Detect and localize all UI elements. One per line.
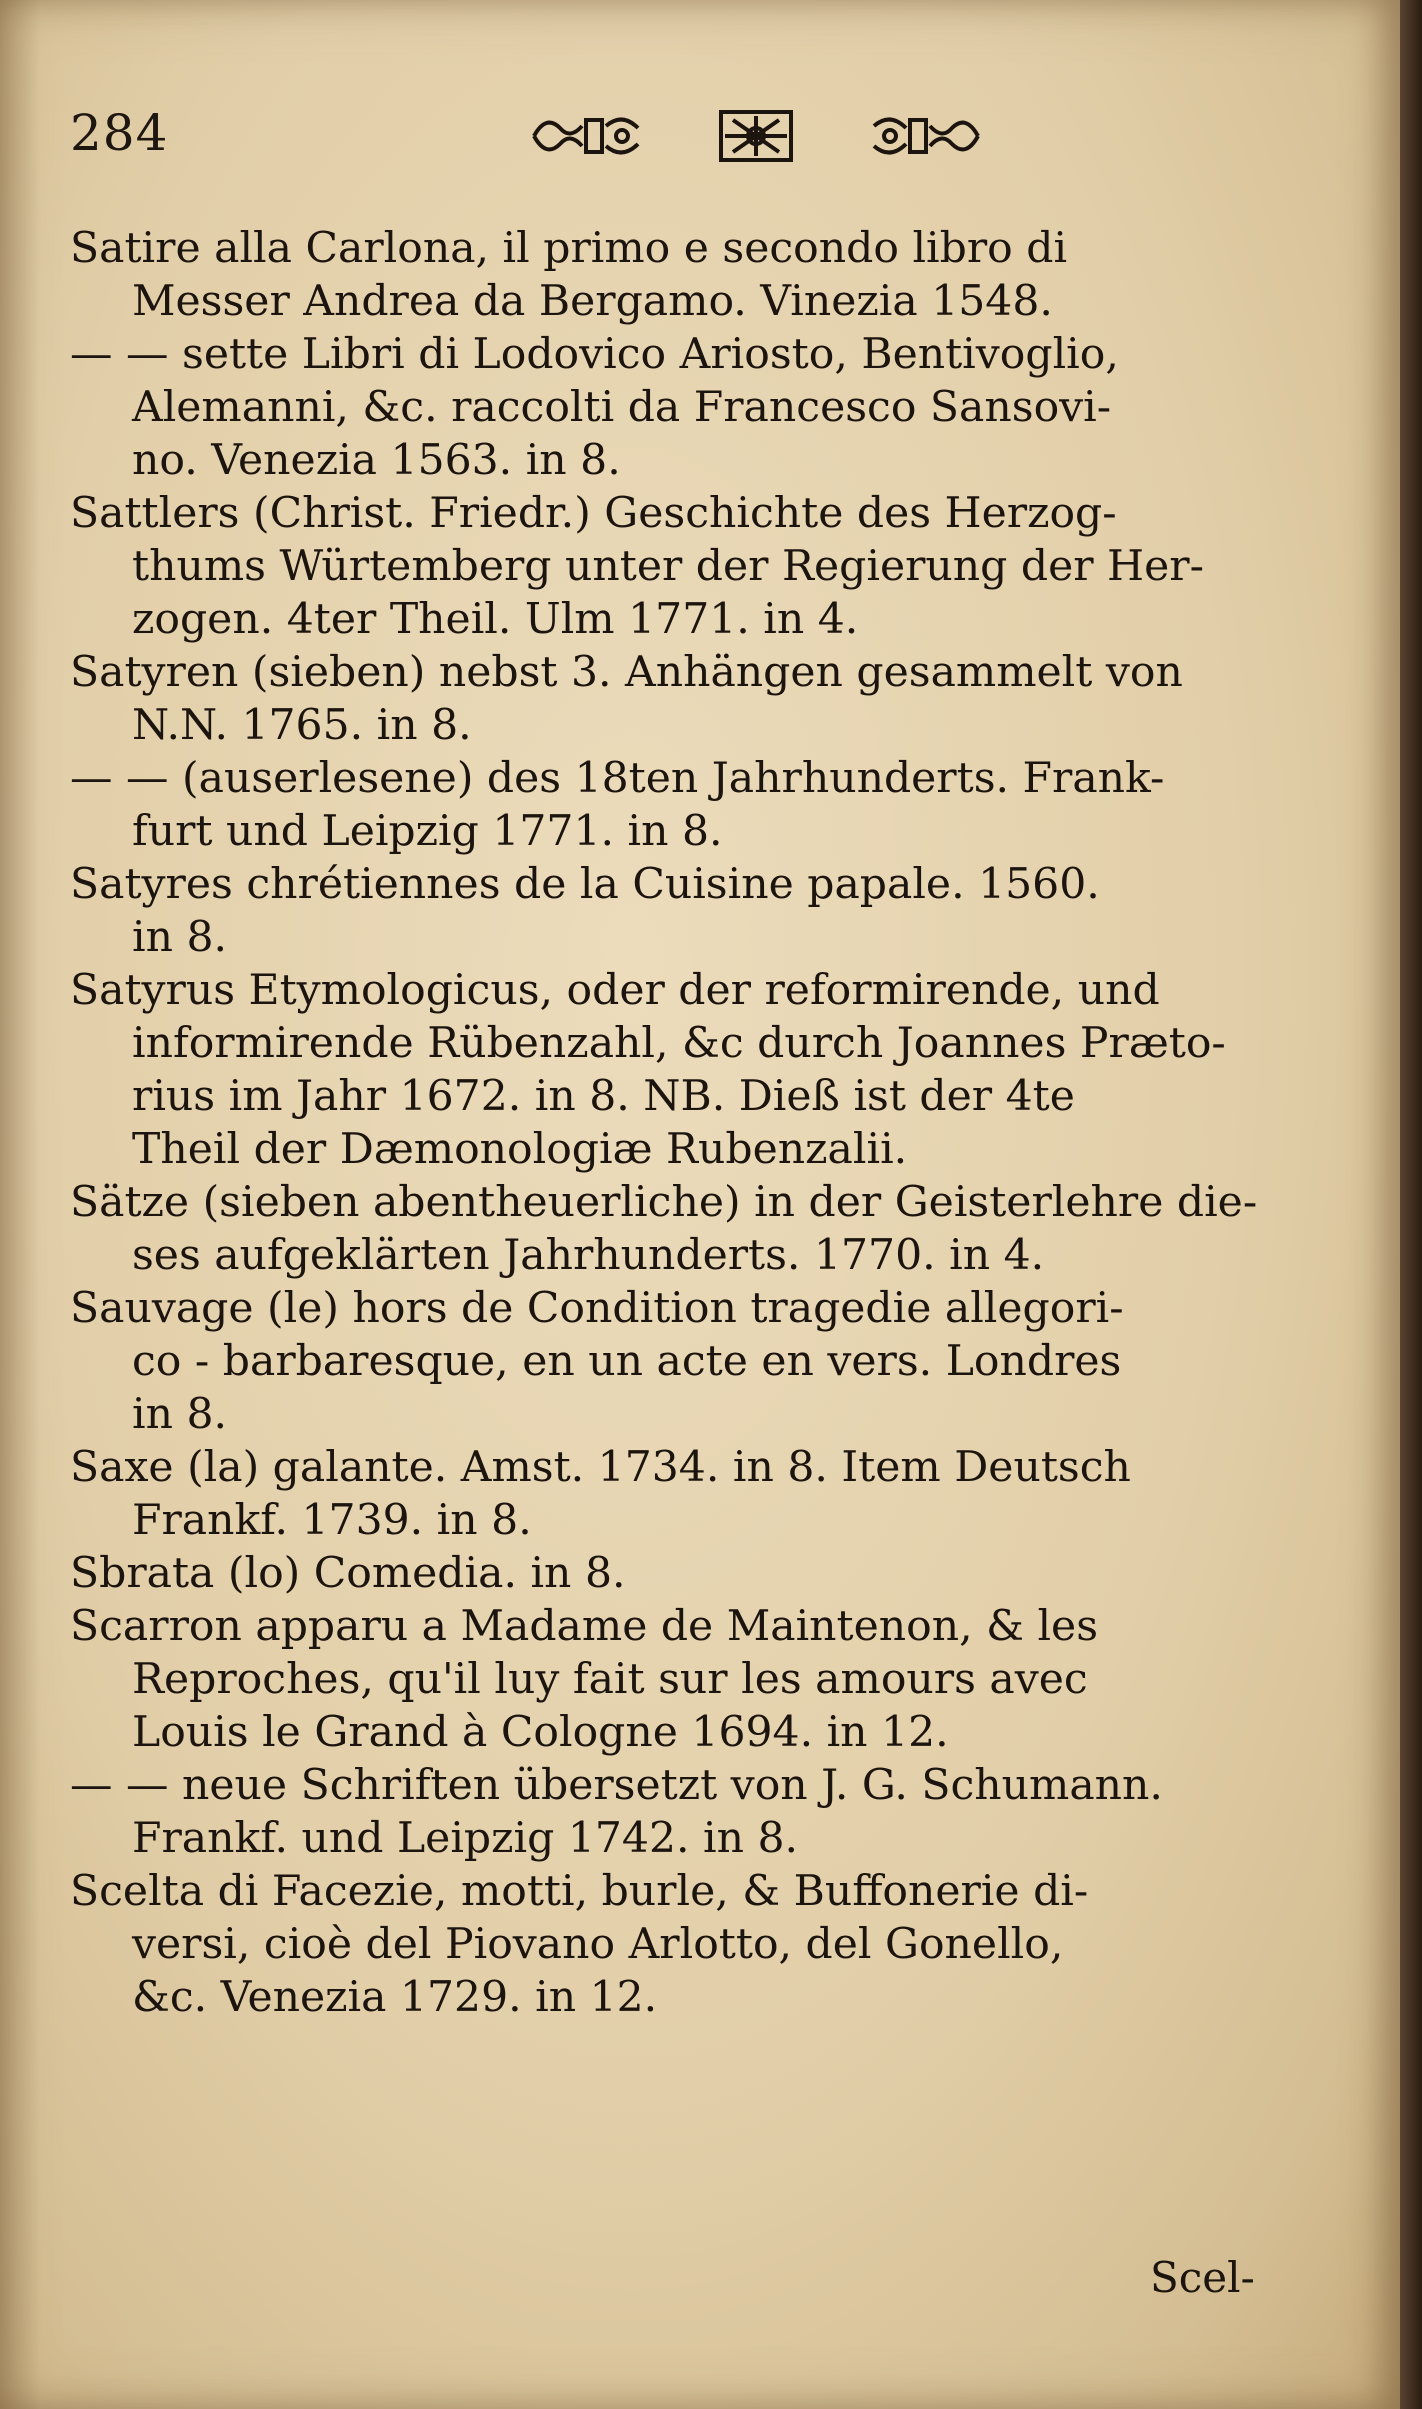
entry-line: — — neue Schriften übersetzt von J. G. Schumann. [70,1761,1163,1810]
catchword: Scel- [1150,2253,1255,2302]
entry-saxe-galante [70,1441,1332,1547]
ornament-left-icon [526,104,646,168]
entry-line: Saxe (la) galante. Amst. 1734. in 8. Item Deutsch [70,1443,1131,1492]
entry-satyres-chretiennes [70,858,1332,964]
entry-neue-schriften [70,1759,1332,1865]
entry-line: Theil der Dæmonologiæ Rubenzalii. [132,1125,908,1174]
entry-line: Frankf. 1739. in 8. [132,1496,532,1545]
entry-line: — — (auserlesene) des 18ten Jahrhunderts. Frank- [70,754,1165,803]
entry-line: Sbrata (lo) Comedia. in 8. [70,1549,626,1598]
entry-line: Satire alla Carlona, il primo e secondo libro di [70,224,1068,273]
entry-line: furt und Leipzig 1771. in 8. [132,807,723,856]
entry-line: Satyrus Etymologicus, oder der reformirende, und [70,966,1160,1015]
page-edge [1400,0,1422,2409]
entry-line: no. Venezia 1563. in 8. [132,436,621,485]
entry-satyrus-etymologicus [70,964,1332,1176]
entry-sauvage [70,1282,1332,1441]
entry-sattlers [70,487,1332,646]
entry-sbrata [70,1547,1332,1600]
entry-line: ses aufgeklärten Jahrhunderts. 1770. in 4. [132,1231,1045,1280]
ornament-right-icon [866,104,986,168]
entry-scelta-di-facezie [70,1865,1332,2024]
entry-line: Reproches, qu'il luy fait sur les amours avec [132,1655,1088,1704]
entry-line: N.N. 1765. in 8. [132,701,472,750]
entry-line: Scelta di Facezie, motti, burle, & Buffonerie di- [70,1867,1089,1916]
entry-line: Satyres chrétiennes de la Cuisine papale. 1560. [70,860,1100,909]
entry-line: zogen. 4ter Theil. Ulm 1771. in 4. [132,595,859,644]
entry-line: — — sette Libri di Lodovico Ariosto, Bentivoglio, [70,330,1119,379]
entry-line: &c. Venezia 1729. in 12. [132,1973,658,2022]
page-gutter-shadow [0,0,40,2409]
page-header [70,98,1310,178]
page-number: 284 [70,104,169,162]
entry-line: informirende Rübenzahl, &c durch Joannes Præto- [132,1019,1226,1068]
entry-satire-alla-carlona [70,222,1332,328]
entry-line: versi, cioè del Piovano Arlotto, del Gonello, [132,1920,1064,1969]
entry-saetze [70,1176,1332,1282]
entry-line: Sattlers (Christ. Friedr.) Geschichte des Herzog- [70,489,1117,538]
entry-scarron-apparu [70,1600,1332,1759]
entry-line: rius im Jahr 1672. in 8. NB. Dieß ist der 4te [132,1072,1075,1121]
entry-line: Sauvage (le) hors de Condition tragedie allegori- [70,1284,1124,1333]
entry-line: co - barbaresque, en un acte en vers. Londres [132,1337,1122,1386]
entry-line: thums Würtemberg unter der Regierung der Her- [132,542,1204,591]
entry-line: Alemanni, &c. raccolti da Francesco Sansovi- [132,383,1112,432]
ornament-center-icon [696,104,816,168]
entry-sette-libri [70,328,1332,487]
entry-satyren-auserlesene [70,752,1332,858]
entry-line: in 8. [132,1390,228,1439]
entry-line: Louis le Grand à Cologne 1694. in 12. [132,1708,949,1757]
entry-line: Satyren (sieben) nebst 3. Anhängen gesammelt von [70,648,1183,697]
bibliography-entries [70,222,1332,2024]
entry-line: Messer Andrea da Bergamo. Vinezia 1548. [132,277,1053,326]
header-ornaments [526,98,986,174]
entry-line: Sätze (sieben abentheuerliche) in der Geisterlehre die- [70,1178,1258,1227]
entry-line: Frankf. und Leipzig 1742. in 8. [132,1814,799,1863]
entry-line: Scarron apparu a Madame de Maintenon, & les [70,1602,1099,1651]
entry-line: in 8. [132,913,228,962]
entry-satyren-sieben [70,646,1332,752]
